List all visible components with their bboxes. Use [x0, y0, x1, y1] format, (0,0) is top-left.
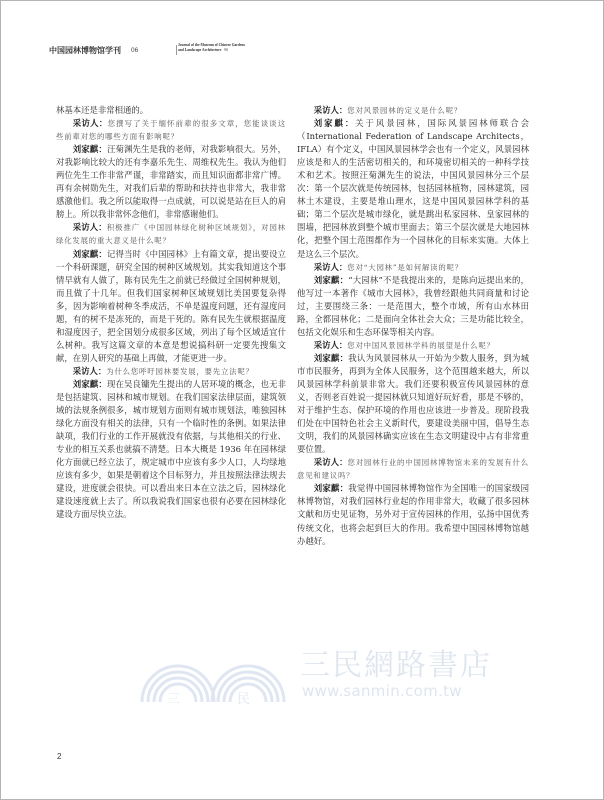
speaker-label: 刘家麒：	[72, 378, 107, 389]
interviewee-answer	[297, 117, 529, 261]
interviewer-question	[56, 117, 286, 143]
watermark-char-1: 三	[167, 692, 181, 707]
interviewer-question	[56, 365, 286, 378]
answer-text: 我觉得中国园林博物馆作为全国唯一的国家级园林博物馆，对我们园林行业起的作用非常大，收藏了很多园林文献和历史见证物，另外对于宣传园林的作用，弘扬中国优秀传统文化，也将会起到巨大的作用。我希望中国园林博物馆越办越好。	[297, 483, 530, 546]
header-divider	[176, 45, 177, 55]
speaker-label: 采访人：	[72, 118, 108, 129]
interviewee-answer	[297, 482, 529, 547]
answer-text: 关于风景园林，国际风景园林师联合会（International Federation of Landscape Architects，IFLA）有个定义，中国风景园林学会也有一个定义，风景园林应该是和人的生活密切相关的，和环境密切相关的一种科学技术和艺术。按照汪菊渊先生的说法，中国风景园林分三个层次：第一个层次就是传统园林，包括园林植物，园林建筑，园林土木建设，主要是堆山理水，这是中国风景园林学科的基础；第二个层次是城市绿化，就是跳出私家园林、皇家园林的围墙，把园林放到整个城市里面去；第三个层次就是大地园林化，把整个国土范围都作为一个园林化的目标来实施。大体上是这么三个层次。	[297, 118, 530, 259]
interviewee-answer	[297, 274, 529, 339]
interviewee-answer	[56, 248, 286, 365]
issue-number-en: 06	[224, 47, 228, 52]
speaker-label: 采访人：	[72, 222, 107, 233]
watermark-char-2: 民	[237, 692, 251, 707]
watermark-url: www.sanmin.com.tw	[302, 682, 462, 700]
journal-title-en	[178, 43, 268, 53]
question-text: 您对园林行业的中国园林博物馆未来的发展有什么意见和建议吗？	[297, 458, 530, 481]
speaker-label: 刘家麒：	[313, 118, 356, 129]
journal-title-en-line2: and Landscape Architecture	[178, 47, 222, 52]
speaker-label: 刘家麒：	[72, 144, 107, 155]
speaker-label: 采访人：	[72, 365, 107, 376]
answer-text: 我认为风景园林从一开始为少数人服务，到为城市市民服务，再到为全体人民服务，这个范围越来越大，所以风景园林学科前景非常大。我们还要积极宣传风景园林的意义，否则老百姓说一提园林就只知道好玩好看，那是不够的，对于维护生态、保护环境的作用也应该进一步普及。现阶段我们处在中国特色社会主义新时代，要建设美丽中国，倡导生态文明，我们的风景园林确实应该在生态文明建设中占有非常重要位置。	[297, 352, 530, 455]
speaker-label: 刘家麒：	[313, 483, 349, 494]
question-text: 您撰写了关于缅怀前辈的很多文章，您能谈谈这些前辈对您的哪些方面有影响呢？	[56, 119, 286, 142]
interviewee-answer	[56, 378, 286, 522]
journal-title-cn: 中国园林博物馆学刊	[49, 44, 121, 55]
left-column	[56, 104, 286, 522]
question-text: 积极推广《中国园林绿化树种区域规划》，对园林绿化发展的重大意义是什么呢？	[56, 223, 286, 246]
sanmin-watermark	[120, 630, 500, 715]
interviewee-answer	[56, 143, 286, 221]
issue-number: 06	[131, 46, 139, 54]
interviewer-question	[56, 221, 286, 247]
arch-logo-icon	[138, 642, 288, 702]
answer-text: “大园林”不是我提出来的，是陈向远提出来的，他写过一本著作《城市大园林》，我曾经跟他共同商量和讨论过，主要围绕三条：一是范围大，整个市域，所有山水林田路，全都园林化；二是面向全体社会大众；三是功能比较全，包括文化娱乐和生态环保等相关内容。	[297, 274, 530, 337]
interviewer-question	[297, 104, 529, 117]
answer-text: 现在吴良镛先生提出的人居环境的概念，也无非是包括建筑、园林和城市规划。在我们国家法律层面，建筑领域的法规条例很多，城市规划方面则有城市规划法，唯独园林绿化方面没有相关的法律，只有一个临时性的条例。如果法律缺项，我们行业的工作开展就没有依据，与其他相关的行业、专业的相互关系也就搞不清楚。日本大概是 1936 年在园林绿化方面就已经立法了，规定城市中应该有多少人口，人均绿地应该有多少，如果是朝着这个目标努力，并且按照法律法规去建设，进度就会很快。可以看出来日本在立法之后，园林绿化建设速度就上去了。所以我说我们国家也很有必要在园林绿化建设方面尽快立法。	[56, 378, 287, 520]
speaker-label: 刘家麒：	[313, 352, 349, 363]
question-text: 您对“大园林”是如何解读的呢？	[347, 262, 463, 272]
interviewer-question	[297, 456, 529, 482]
speaker-label: 刘家麒：	[72, 248, 107, 259]
question-text: 您对风景园林的定义是什么呢？	[347, 106, 462, 115]
speaker-label: 刘家麒：	[313, 274, 349, 285]
interviewee-answer	[297, 352, 529, 456]
journal-title-en-line1: Journal of the Museum of Chinese Gardens	[178, 43, 245, 47]
speaker-label: 采访人：	[313, 105, 348, 115]
interviewer-question	[297, 339, 529, 352]
interviewer-question	[297, 261, 529, 274]
page-number: 2	[57, 752, 62, 761]
right-column	[297, 104, 529, 548]
speaker-label: 采访人：	[313, 339, 348, 350]
speaker-label: 采访人：	[313, 457, 348, 468]
answer-text: 记得当时《中国园林》上有篇文章，提出要设立一个科研课题，研究全国的树种区域规划。其实我知道这个事情早就有人做了，陈有民先生之前就已经做过全国树种规划，而且做了十几年。但我们国家树种区域规划比美国要复杂得多，因为影响着树种冬季成活，不单是温度问题，还有湿度问题，有的树不是冻死的，而是干死的。陈有民先生就根据温度和湿度因子，把全国划分成很多区域，列出了每个区域适宜什么树种。我写这篇文章的本意是想说搞科研一定要先搜集文献，在别人研究的基础上再做，才能更进一步。	[56, 248, 287, 363]
speaker-label: 采访人：	[313, 261, 348, 272]
answer-text: 汪菊渊先生是我的老师，对我影响很大。另外，对我影响比较大的还有李嘉乐先生、周维权先生。我认为他们两位先生工作非常严谨，非常踏实，而且知识面都非常广博。再有余树勋先生，对我们后辈的帮助和扶持也非常大，我非常感激他们。我之所以能取得一点成就，可以说是站在巨人的肩膀上。所以我非常怀念他们，非常感谢他们。	[56, 144, 287, 220]
question-text: 您对中国风景园林学科的展望是什么呢？	[347, 340, 495, 350]
watermark-name: 三民網路書店	[300, 648, 492, 683]
paragraph-continuation: 林基本还是非常相通的。	[56, 105, 149, 115]
question-text: 为什么您呼吁园林要发展，要先立法呢？	[106, 366, 254, 376]
running-header	[49, 40, 245, 60]
